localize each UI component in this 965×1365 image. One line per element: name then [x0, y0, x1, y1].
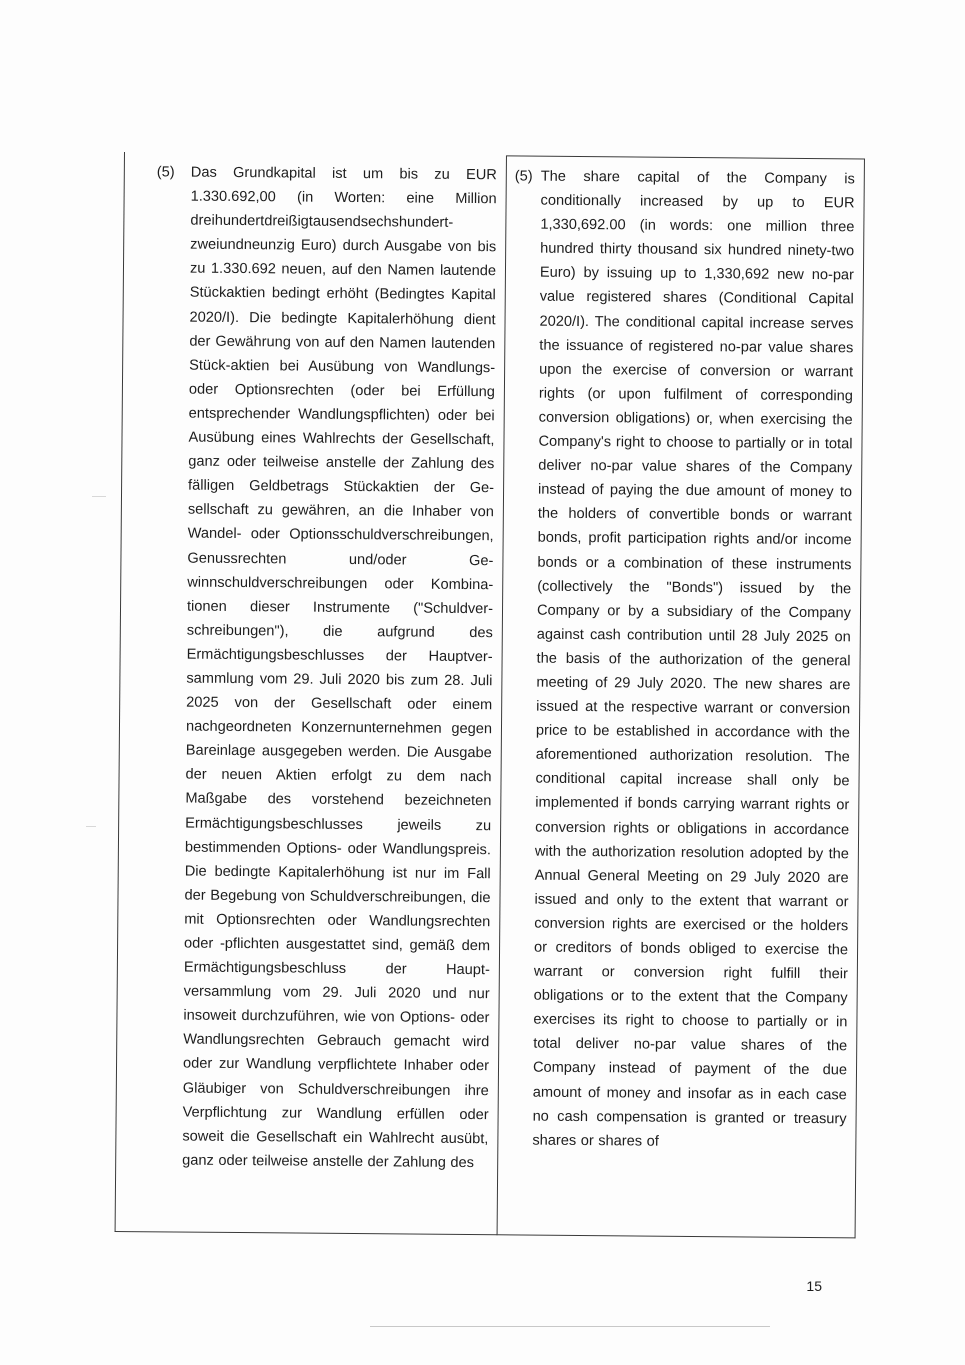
english-paragraph-text: The share capital of the Company is conditionally increased by up to EUR 1,330,692.00 (in words: one million three hundred thirty thousand six hundred ninety-two Euro) by issuing up to 1,330,692 new no-par value registered shares (Conditional Capital 2020/I). The conditional capital increase serves the issuance of registered no-par value shares upon the exercise of conversion or warrant rights (or upon fulfilment of corresponding conversion obligations) or, when exercising the Company's right to choose to partially or in total deliver no-par value shares of the Company instead of paying the due amount of money to the holders of convertible bonds or warrant bonds, profit participation rights and/or income bonds or a combination of these instruments (collectively the "Bonds") issued by the Company or by a subsidiary of the Company against cash contribution until 28 July 2025 on the basis of the authorization of the general meeting of 29 July 2020. The new shares are issued at the respective warrant or conversion price to be established in accordance with the aforementioned authorization resolution. The conditional capital increase shall only be implemented if bonds carrying warrant rights or conversion rights or obligations in accordance with the authorization resolution adopted by the Annual General Meeting on 29 July 2020 are issued and only to the extent that warrant or conversion rights are exercised or the holders or creditors of bonds obliged to exercise the warrant or conversion right fulfill their obligations or to the extent that the Company exercises its right to choose to partially or in total deliver no-par value shares of the Company instead of payment of the due amount of money and insofar as in each case no cash compensation is granted or treasury shares or shares of [532, 168, 855, 1150]
bilingual-table [115, 152, 865, 1238]
german-paragraph-text: Das Grundkapital ist um bis zu EUR 1.330.692,00 (in Worten: eine Million dreihundertdreißigtausendsechshundertzweiundneunzig Euro) durch Ausgabe von bis zu 1.330.692 neuen, auf den Namen lautende Stückaktien bedingt erhöht (Bedingtes Kapital 2020/I). Die bedingte Kapitalerhöhung dient der Gewährung von auf den Namen lautenden Stück-aktien bei Ausübung von Wandlungs- oder Optionsrechten (oder bei Erfüllung entsprechender Wandlungspflichten) oder bei Ausübung eines Wahlrechts der Gesellschaft, ganz oder teilweise anstelle der Zahlung des fälligen Geldbetrags Stückaktien der Gesellschaft zu gewähren, an die Inhaber von Wandel- oder Optionsschuldverschreibungen, Genussrechten und/oder Gewinnschuldverschreibungen oder Kombinationen dieser Instrumente ("Schuldverschreibungen"), die aufgrund des Ermächtigungsbeschlusses der Hauptversammlung vom 29. Juli 2020 bis zum 28. Juli 2025 von der Gesellschaft oder einem nachgeordneten Konzernunternehmen gegen Bareinlage ausgegeben werden. Die Ausgabe der neuen Aktien erfolgt zu dem nach Maßgabe des vorstehend bezeichneten Ermächtigungsbeschlusses jeweils zu bestimmenden Options- oder Wandlungspreis. Die bedingte Kapitalerhöhung ist nur im Fall der Begebung von Schuldverschreibungen, die mit Optionsrechten oder Wandlungsrechten oder -pflichten ausgestattet sind, gemäß dem Ermächtigungsbeschluss der Hauptversammlung vom 29. Juli 2020 und nur insoweit durchzuführen, wie von Options- oder Wandlungsrechten Gebrauch gemacht wird oder zur Wandlung verpflichtete Inhaber oder Gläubiger von Schuldverschreibungen ihre Verpflichtung zur Wandlung erfüllen oder soweit die Gesellschaft ein Wahlrecht ausübt, ganz oder teilweise anstelle der Zahlung des [182, 164, 497, 1171]
english-paragraph-number: (5) [514, 168, 533, 185]
english-column [498, 155, 865, 1238]
german-column [115, 152, 507, 1235]
german-paragraph-number: (5) [156, 164, 175, 181]
scan-mark [86, 826, 96, 827]
page-number: 15 [806, 1278, 822, 1294]
scan-artifact-line [370, 1326, 770, 1327]
scan-mark [92, 496, 106, 497]
